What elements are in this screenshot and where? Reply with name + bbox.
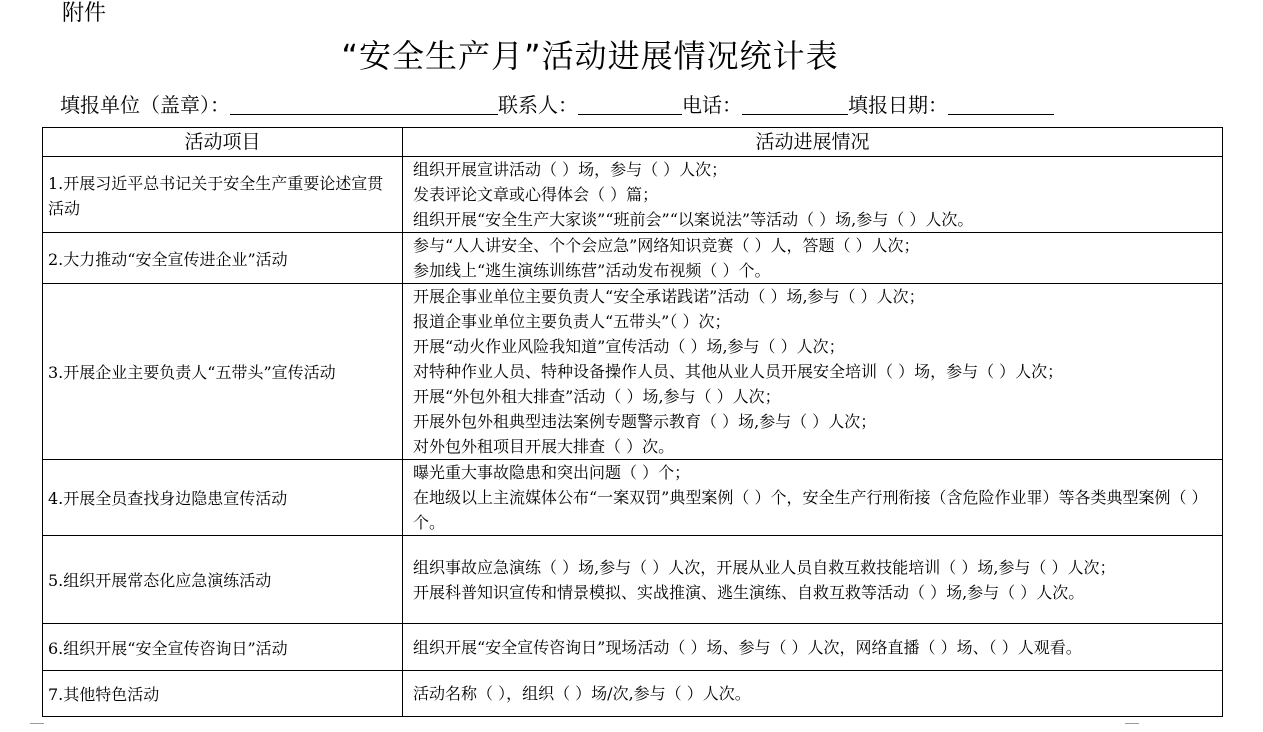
progress-line: 开展科普知识宣传和情景模拟、实战推演、逃生演练、自救互救等活动（ ）场,参与（ ）人次。 xyxy=(413,582,1085,602)
activity-item: 7.其他特色活动 xyxy=(43,671,403,717)
activity-progress xyxy=(403,671,1223,717)
phone-label: 电话： xyxy=(682,93,742,117)
contact-field[interactable] xyxy=(578,92,682,115)
progress-line: 组织开展宣讲活动（ ）场，参与（ ）人次； xyxy=(413,160,728,179)
attachment-label: 附件 xyxy=(62,1,107,26)
activity-progress xyxy=(403,157,1223,233)
date-label: 填报日期： xyxy=(848,93,948,117)
progress-line: 开展企事业单位主要负责人“安全承诺践诺”活动（ ）场,参与（ ）人次； xyxy=(413,287,925,306)
progress-line: 组织事故应急演练（ ）场,参与（ ）人次，开展从业人员自救互救技能培训（ ）场,参与（ ）人次； xyxy=(413,557,1116,577)
activity-progress xyxy=(403,284,1223,460)
table-row xyxy=(43,460,1223,536)
date-field[interactable] xyxy=(948,92,1054,115)
contact-label: 联系人： xyxy=(498,93,578,117)
progress-line: 组织开展“安全宣传咨询日”现场活动（ ）场、参与（ ）人次，网络直播（ ）场、（ ）人观看。 xyxy=(413,637,1082,657)
activity-item: 6.组织开展“安全宣传咨询日”活动 xyxy=(43,624,403,671)
progress-line: 曝光重大事故隐患和突出问题（ ）个； xyxy=(413,463,691,482)
table-row xyxy=(43,157,1223,233)
table-row xyxy=(43,624,1223,671)
activity-item: 1.开展习近平总书记关于安全生产重要论述宣贯活动 xyxy=(43,157,403,233)
unit-label: 填报单位（盖章）： xyxy=(60,93,230,117)
stats-table xyxy=(42,127,1223,717)
activity-item: 4.开展全员查找身边隐患宣传活动 xyxy=(43,460,403,536)
table-row xyxy=(43,233,1223,284)
activity-progress xyxy=(403,233,1223,284)
progress-line: 发表评论文章或心得体会（ ）篇； xyxy=(413,185,659,204)
activity-progress xyxy=(403,624,1223,671)
progress-line: 参加线上“逃生演练训练营”活动发布视频（ ）个。 xyxy=(413,261,771,280)
table-row xyxy=(43,536,1223,624)
progress-line: 开展“外包外租大排查”活动（ ）场,参与（ ）人次； xyxy=(413,387,781,406)
table-row xyxy=(43,671,1223,717)
unit-field[interactable] xyxy=(230,92,498,115)
col-header-progress: 活动进展情况 xyxy=(403,128,1223,157)
progress-line: 报道企事业单位主要负责人“五带头”（ ）次； xyxy=(413,312,731,331)
activity-item: 2.大力推动“安全宣传进企业”活动 xyxy=(43,233,403,284)
activity-item: 3.开展企业主要负责人“五带头”宣传活动 xyxy=(43,284,403,460)
progress-line: 开展“动火作业风险我知道”宣传活动（ ）场,参与（ ）人次； xyxy=(413,337,845,356)
col-header-item: 活动项目 xyxy=(43,128,403,157)
form-fields xyxy=(60,90,1190,120)
phone-field[interactable] xyxy=(742,92,848,115)
activity-item: 5.组织开展常态化应急演练活动 xyxy=(43,536,403,624)
table-row xyxy=(43,284,1223,460)
activity-progress xyxy=(403,536,1223,624)
table-header-row xyxy=(43,128,1223,157)
progress-line: 对外包外租项目开展大排查（ ）次。 xyxy=(413,437,675,456)
progress-line: 对特种作业人员、特种设备操作人员、其他从业人员开展安全培训（ ）场，参与（ ）人次； xyxy=(413,362,1064,381)
activity-progress xyxy=(403,460,1223,536)
progress-line: 活动名称（ ），组织（ ）场/次,参与（ ）人次。 xyxy=(413,684,751,703)
progress-line: 开展外包外租典型违法案例专题警示教育（ ）场,参与（ ）人次； xyxy=(413,412,877,431)
progress-line: 组织开展“安全生产大家谈”“班前会”“以案说法”等活动（ ）场,参与（ ）人次。 xyxy=(413,210,974,229)
progress-line: 在地级以上主流媒体公布“一案双罚”典型案例（ ）个，安全生产行刑衔接（含危险作业罪）等各类典型案例（ ）个。 xyxy=(413,488,1208,532)
page-title: “安全生产月”活动进展情况统计表 xyxy=(341,37,839,75)
progress-line: 参与“人人讲安全、个个会应急”网络知识竞赛（ ）人，答题（ ）人次； xyxy=(413,236,920,255)
